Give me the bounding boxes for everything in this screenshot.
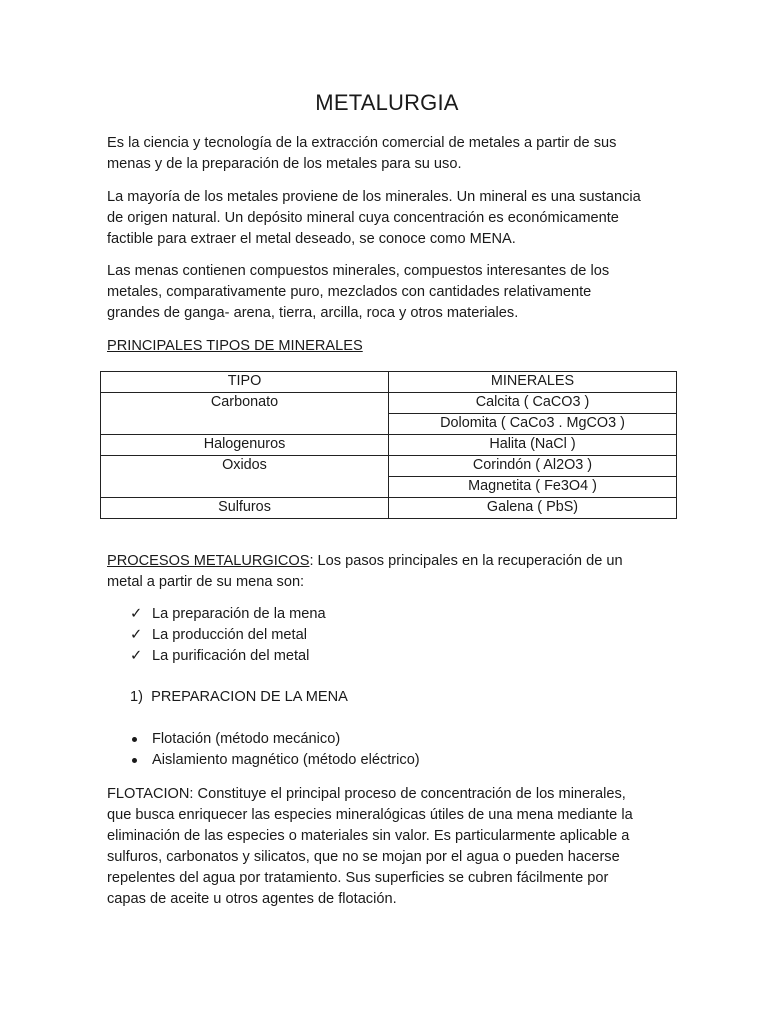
list-item-text: La preparación de la mena [152,606,326,622]
methods-list [130,729,420,771]
mineral-cell: Dolomita ( CaCo3 . MgCO3 ) [389,414,677,435]
mineral-cell: Corindón ( Al2O3 ) [389,456,677,477]
minerals-paragraph [107,187,667,250]
minerals-table [100,371,677,519]
checkmark-icon: ✓ [130,606,143,622]
intro-paragraph [107,133,667,175]
text-line: FLOTACION: Constituye el principal proceso de concentración de los minerales, [107,786,626,802]
text-line: metal a partir de su mena son: [107,574,305,590]
header-tipo: TIPO [101,372,389,393]
list-item-text: Flotación (método mecánico) [152,731,341,747]
table-row [101,456,677,477]
list-item [130,646,326,667]
list-item-text: Aislamiento magnético (método eléctrico) [152,752,420,768]
menas-paragraph [107,261,667,324]
procesos-text: : Los pasos principales en la recuperación de un [309,553,623,569]
table-row [101,393,677,414]
table-row [101,435,677,456]
list-item-text: La purificación del metal [152,648,310,664]
procesos-paragraph [107,551,667,593]
checkmark-icon: ✓ [130,648,143,664]
text-line: eliminación de las especies o materiales sin valor. Es particularmente aplicable a [107,828,630,844]
tipo-cell: Carbonato [101,393,389,435]
mineral-cell: Halita (NaCl ) [389,435,677,456]
bullet-icon [132,758,137,763]
table-header-row [101,372,677,393]
procesos-label: PROCESOS METALURGICOS [107,553,310,569]
mineral-cell: Magnetita ( Fe3O4 ) [389,477,677,498]
table-row [101,498,677,519]
document-title: METALURGIA [315,90,459,115]
tipo-cell: Sulfuros [101,498,389,519]
text-line: sulfuros, carbonatos y silicatos, que no se mojan por el agua o pueden hacerse [107,849,620,865]
tipo-cell: Oxidos [101,456,389,498]
text-line: Las menas contienen compuestos minerales, compuestos interesantes de los [107,263,610,279]
header-minerales: MINERALES [389,372,677,393]
list-item [130,604,326,625]
flotacion-paragraph [107,784,667,910]
text-line: metales, comparativamente puro, mezclados con cantidades relativamente [107,284,592,300]
text-line: Es la ciencia y tecnología de la extracción comercial de metales a partir de sus [107,135,617,151]
list-item [130,729,420,750]
text-line: que busca enriquecer las especies mineralógicas útiles de una mena mediante la [107,807,633,823]
text-line: factible para extraer el metal deseado, se conoce como MENA. [107,231,516,247]
section-heading [130,687,348,708]
checkmark-icon: ✓ [130,627,143,643]
list-item-text: La producción del metal [152,627,307,643]
bullet-icon [132,737,137,742]
list-item [130,625,326,646]
section-number: 1) [130,689,143,705]
text-line: grandes de ganga- arena, tierra, arcilla, roca y otros materiales. [107,305,519,321]
table-heading [107,336,667,357]
list-item [130,750,420,771]
text-line: de origen natural. Un depósito mineral cuya concentración es económicamente [107,210,619,226]
section-title: PREPARACION DE LA MENA [151,689,348,705]
steps-checklist [130,604,326,667]
text-line: La mayoría de los metales proviene de los minerales. Un mineral es una sustancia [107,189,641,205]
tipo-cell: Halogenuros [101,435,389,456]
table-heading-text: PRINCIPALES TIPOS DE MINERALES [107,338,363,354]
text-line: menas y de la preparación de los metales para su uso. [107,156,462,172]
text-line [107,551,667,572]
text-line: repelentes del agua por tratamiento. Sus superficies se cubren fácilmente por [107,870,609,886]
mineral-cell: Calcita ( CaCO3 ) [389,393,677,414]
text-line: capas de aceite u otros agentes de flotación. [107,891,397,907]
mineral-cell: Galena ( PbS) [389,498,677,519]
